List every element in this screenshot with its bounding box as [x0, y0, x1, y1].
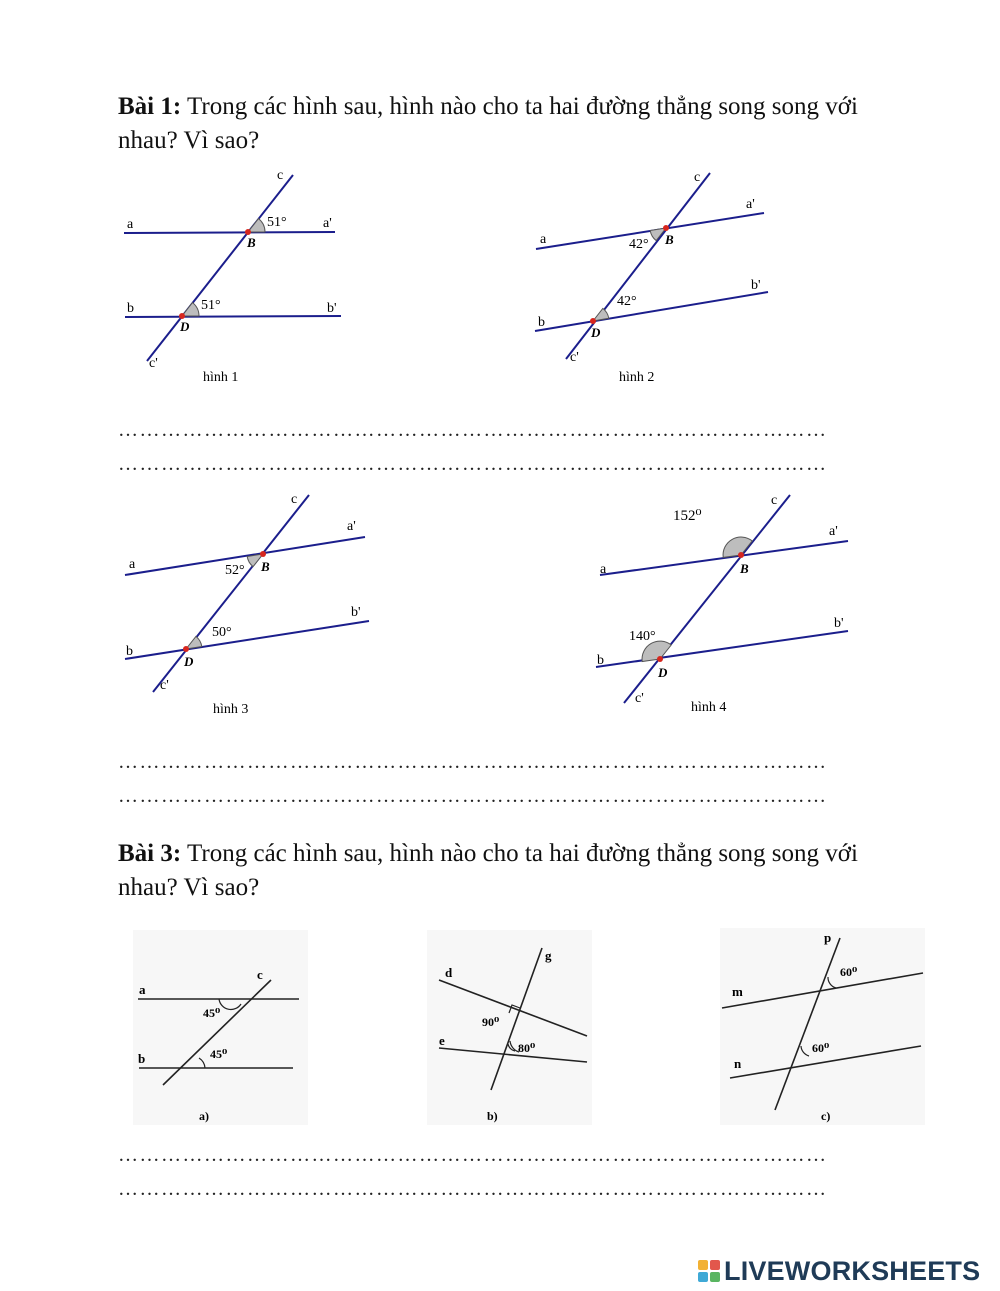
label-a: a: [600, 562, 607, 577]
label-D: D: [180, 319, 190, 334]
label-c: c: [694, 170, 701, 185]
angle-bottom-label: 42°: [617, 294, 637, 309]
line-b: [125, 316, 341, 317]
line-a: [124, 232, 335, 233]
answer-line[interactable]: ………………………………………………………………………………………: [118, 420, 828, 440]
bai3-label: Bài 3:: [118, 840, 182, 867]
label-c: c: [771, 493, 778, 508]
line-a: [600, 541, 848, 575]
bai1-text: Trong các hình sau, hình nào cho ta hai đường thẳng song song với nhau? Vì sao?: [118, 93, 858, 154]
angle-bottom-label: 140°: [629, 629, 656, 644]
answer-line[interactable]: ………………………………………………………………………………………: [118, 1145, 828, 1165]
angle-bottom-label: 60⁰: [812, 1041, 830, 1055]
label-p: p: [824, 930, 832, 945]
label-n: n: [734, 1056, 742, 1071]
label-c: c: [277, 168, 284, 183]
caption: a): [199, 1109, 209, 1123]
angle-bottom-label: 45⁰: [210, 1047, 228, 1061]
caption: b): [487, 1109, 498, 1123]
caption: hình 2: [619, 370, 655, 385]
label-c: c: [291, 492, 298, 507]
figure-1: [115, 165, 355, 390]
line-a: [125, 537, 365, 575]
bai3-text: Trong các hình sau, hình nào cho ta hai đường thẳng song song với nhau? Vì sao?: [118, 840, 858, 901]
label-c-prime: c': [149, 356, 158, 371]
line-c: [147, 175, 293, 361]
label-a: a: [127, 217, 134, 232]
label-b: b: [138, 1051, 146, 1066]
line-c: [153, 495, 309, 692]
label-b-prime: b': [834, 616, 844, 631]
figure-2: [530, 165, 775, 390]
label-g: g: [545, 948, 552, 963]
label-D: D: [591, 325, 601, 340]
line-c: [566, 173, 710, 359]
angle-top: [248, 219, 265, 232]
label-e: e: [439, 1033, 445, 1048]
point-B: [663, 225, 669, 231]
point-B: [738, 552, 744, 558]
angle-top-label: 45⁰: [203, 1006, 221, 1020]
figure-c: [720, 928, 925, 1128]
caption: hình 3: [213, 702, 249, 717]
label-b-prime: b': [351, 605, 361, 620]
angle-bottom: [182, 303, 199, 316]
logo-text: LIVEWORKSHEETS: [724, 1255, 981, 1286]
caption: hình 1: [203, 370, 239, 385]
angle-bottom: [642, 641, 671, 661]
label-D: D: [184, 654, 194, 669]
label-m: m: [732, 984, 743, 999]
liveworksheets-logo: [698, 1255, 980, 1287]
figure-3: [115, 485, 380, 720]
label-d: d: [445, 965, 453, 980]
label-a: a: [540, 232, 547, 247]
label-D: D: [658, 665, 668, 680]
point-B: [260, 551, 266, 557]
answer-line[interactable]: ………………………………………………………………………………………: [118, 454, 828, 474]
logo-blocks-icon: [698, 1260, 720, 1282]
label-c-prime: c': [570, 350, 579, 365]
label-c: c: [257, 967, 263, 982]
label-a-prime: a': [746, 197, 755, 212]
label-b-prime: b': [751, 278, 761, 293]
angle-top-label: 90⁰: [482, 1015, 500, 1029]
angle-bottom-label: 80⁰: [518, 1041, 536, 1055]
line-b: [535, 292, 768, 331]
label-B: B: [261, 559, 270, 574]
bai3-heading: [118, 837, 918, 905]
label-a-prime: a': [323, 216, 332, 231]
line-b: [125, 621, 369, 659]
figure-4: [590, 485, 860, 720]
label-B: B: [665, 232, 674, 247]
caption: c): [821, 1109, 831, 1123]
point-D: [657, 656, 663, 662]
angle-top-label: 152⁰: [673, 508, 702, 524]
figure-a: [133, 930, 308, 1130]
point-D: [590, 318, 596, 324]
angle-bottom-label: 50°: [212, 625, 232, 640]
angle-top-label: 52°: [225, 563, 245, 578]
bai1-heading: [118, 90, 918, 158]
label-a: a: [139, 982, 146, 997]
label-b: b: [538, 315, 545, 330]
label-B: B: [740, 561, 749, 576]
angle-top-label: 42°: [629, 237, 649, 252]
angle-top-label: 60⁰: [840, 965, 858, 979]
answer-line[interactable]: ………………………………………………………………………………………: [118, 786, 828, 806]
label-a-prime: a': [347, 519, 356, 534]
point-D: [183, 646, 189, 652]
caption: hình 4: [691, 700, 727, 715]
figure-b: [427, 930, 592, 1130]
answer-line[interactable]: ………………………………………………………………………………………: [118, 1179, 828, 1199]
angle-top-label: 51°: [267, 215, 287, 230]
label-c-prime: c': [635, 691, 644, 706]
label-a: a: [129, 557, 136, 572]
angle-bottom-label: 51°: [201, 298, 221, 313]
label-b: b: [126, 644, 133, 659]
label-b: b: [597, 653, 604, 668]
label-b-prime: b': [327, 301, 337, 316]
line-c: [624, 495, 790, 703]
label-b: b: [127, 301, 134, 316]
label-B: B: [247, 235, 256, 250]
angle-bottom: [186, 636, 202, 649]
answer-line[interactable]: ………………………………………………………………………………………: [118, 752, 828, 772]
label-c-prime: c': [160, 678, 169, 693]
bai1-label: Bài 1:: [118, 93, 182, 120]
label-a-prime: a': [829, 524, 838, 539]
angle-bottom: [593, 308, 609, 321]
